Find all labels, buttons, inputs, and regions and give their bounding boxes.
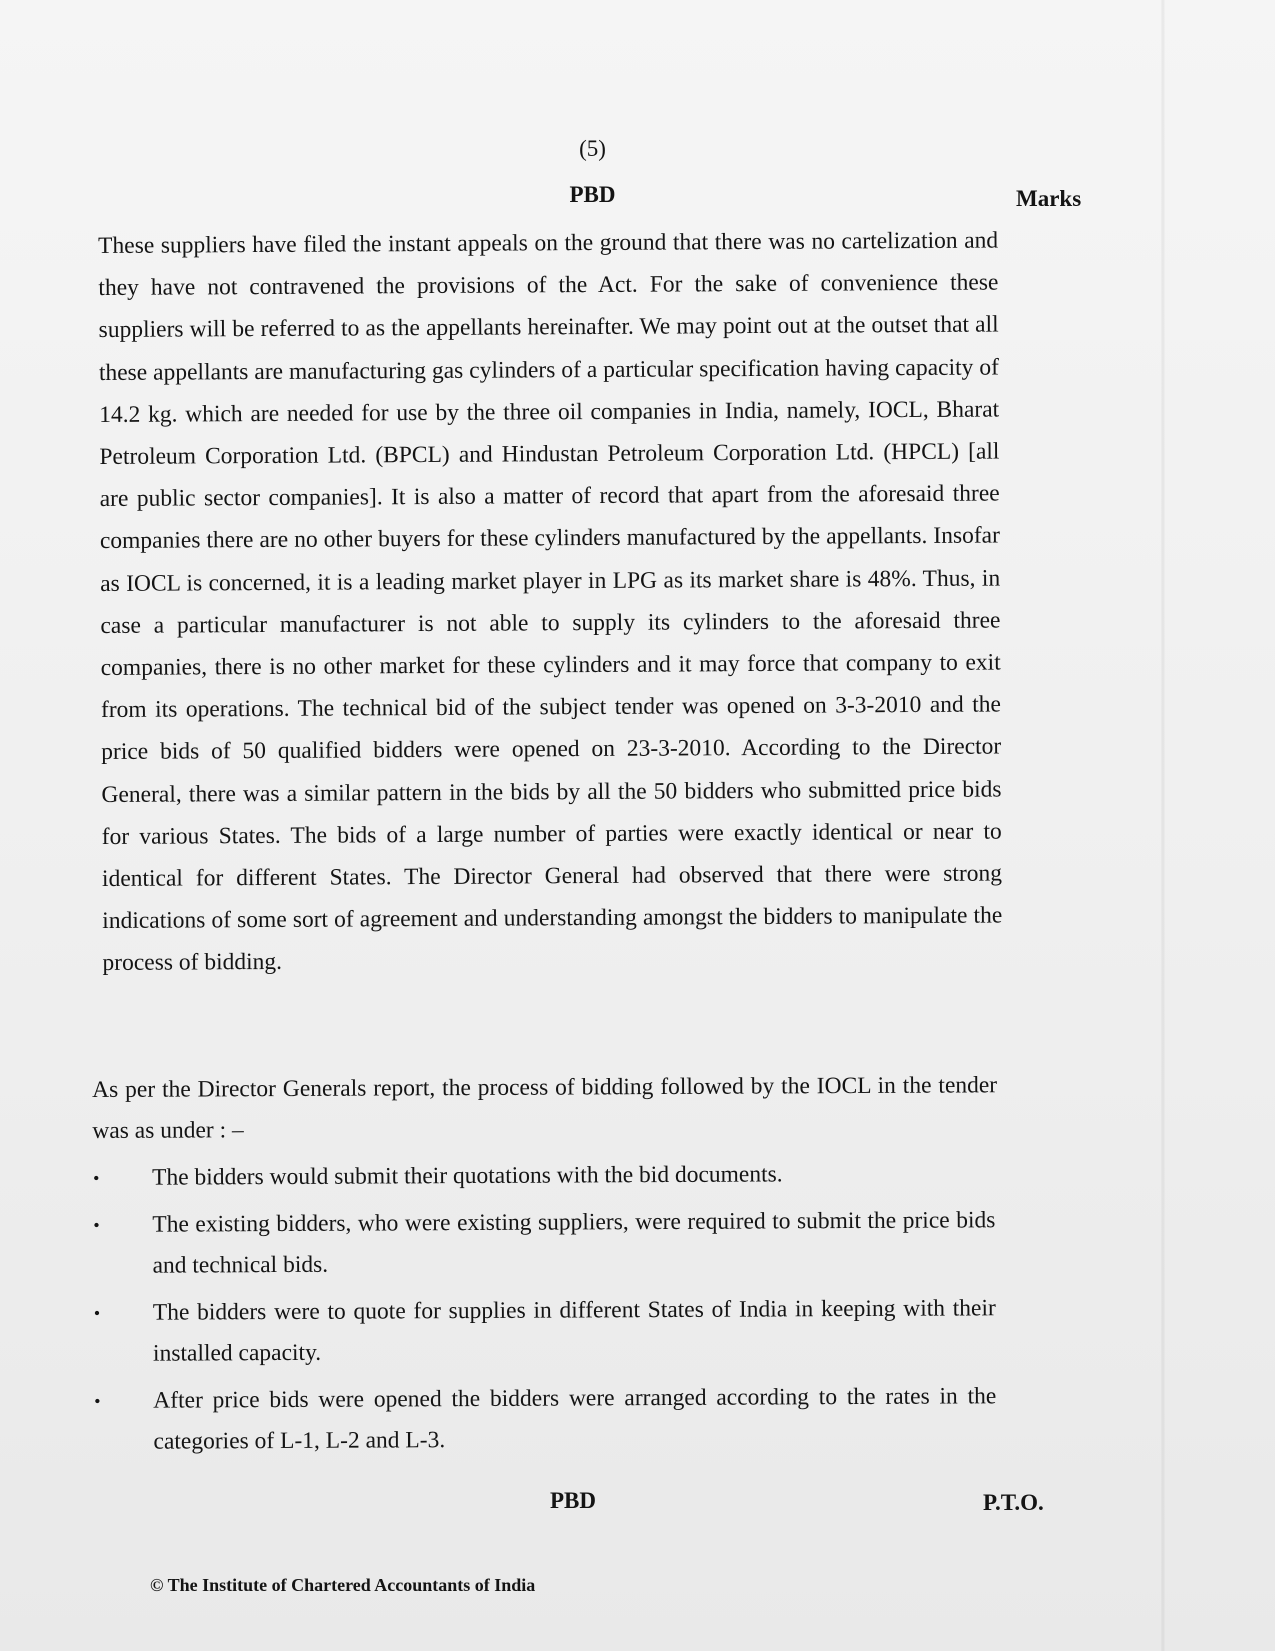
list-item-text: The bidders were to quote for supplies in different States of India in keeping with their installed capacity. [152, 1295, 996, 1367]
bidding-process-list [90, 1153, 997, 1469]
header-paper-code: PBD [569, 182, 616, 207]
list-item-text: The bidders would submit their quotations with the bid documents. [152, 1161, 783, 1191]
bullet-icon: • [93, 1302, 101, 1323]
footer-paper-code: PBD [550, 1488, 596, 1513]
paragraph-appellants: These suppliers have filed the instant appeals on the ground that there was no cartelization and they have not contravened the provisions of the Act. For the sake of convenience these suppliers will be referred to as the appellants hereinafter. We may point out at the outset that all these appellants are manufacturing gas cylinders of a particular specification having capacity of 14.2 kg. which are needed for use by the three oil companies in India, namely, IOCL, Bharat Petroleum Corporation Ltd. (BPCL) and Hindustan Petroleum Corporation Ltd. (HPCL) [all are public sector companies]. It is also a matter of record that apart from the aforesaid three companies there are no other buyers for these cylinders manufactured by the appellants. Insofar as IOCL is concerned, it is a leading market player in LPG as its market share is 48%. Thus, in case a particular manufacturer is not able to supply its cylinders to the aforesaid three companies, there is no other market for these cylinders and it may force that company to exit from its operations. The technical bid of the subject tender was opened on 3-3-2010 and the price bids of 50 qualified bidders were opened on 23-3-2010. According to the Director General, there was a similar pattern in the bids by all the 50 bidders who submitted price bids for various States. The bids of a large number of parties were exactly identical or near to identical for different States. The Director General had observed that there were strong indications of some sort of agreement and understanding amongst the bidders to manipulate the process of bidding. [98, 227, 1003, 977]
paragraph-bidding-process: As per the Director Generals report, the process of bidding followed by the IOCL in the tender was as under : – [92, 1072, 998, 1144]
bullet-icon: • [94, 1390, 101, 1411]
list-item-text: After price bids were opened the bidders were arranged according to the rates in the categories of L-1, L-2 and L-3. [153, 1383, 997, 1455]
bullet-icon: • [93, 1214, 100, 1235]
please-turn-over: P.T.O. [983, 1490, 1044, 1515]
page-edge-shadow [1161, 0, 1165, 1651]
list-item [91, 1376, 996, 1463]
page-number: (5) [579, 136, 606, 161]
marks-column-label: Marks [1016, 186, 1082, 211]
list-item-text: The existing bidders, who were existing suppliers, were required to submit the price bids and technical bids. [152, 1207, 996, 1279]
list-item [90, 1153, 995, 1199]
bullet-icon: • [93, 1167, 100, 1188]
copyright-notice: © The Institute of Chartered Accountants of India [150, 1575, 536, 1595]
list-item [90, 1200, 995, 1287]
main-paragraph-block [98, 220, 1003, 985]
list-item [91, 1288, 996, 1375]
